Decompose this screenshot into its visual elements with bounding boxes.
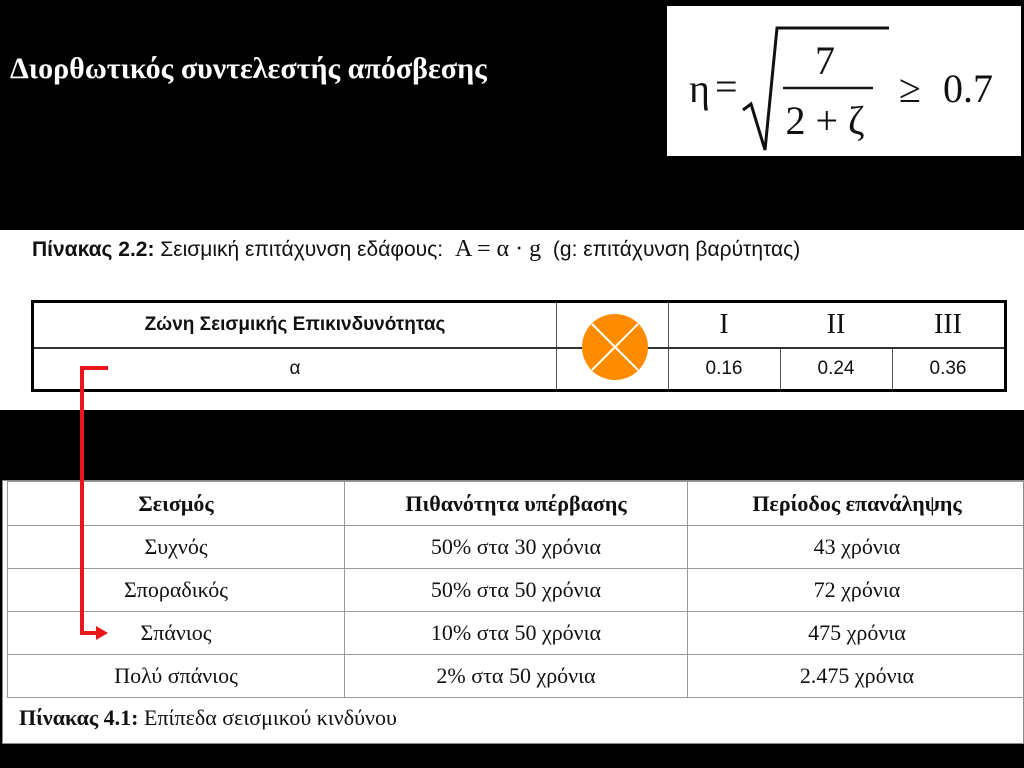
header-earthquake: Σεισμός xyxy=(8,482,345,526)
alpha-zone-ii: 0.24 xyxy=(817,358,855,379)
caption-text: Επίπεδα σεισμικού κινδύνου xyxy=(144,705,397,730)
formula-bound: 0.7 xyxy=(943,66,993,111)
orange-circle-marker xyxy=(581,313,649,381)
table-row xyxy=(8,655,1024,698)
row-4-return-period: 2.475 χρόνια xyxy=(688,655,1024,698)
row-2-earthquake: Σποραδικός xyxy=(8,569,345,612)
alpha-zone-i: 0.16 xyxy=(705,358,743,379)
header-return-period: Περίοδος επανάληψης xyxy=(688,482,1024,526)
zone-header: Ζώνη Σεισμικής Επικινδυνότητας xyxy=(144,314,446,335)
caption-formula: A = α · g xyxy=(454,236,542,262)
caption-label: Πίνακας 4.1: xyxy=(19,705,139,730)
table-2-2-caption xyxy=(32,236,800,263)
table-row xyxy=(8,526,1024,569)
row-2-probability: 50% στα 50 χρόνια xyxy=(345,569,688,612)
row-1-return-period: 43 χρόνια xyxy=(688,526,1024,569)
caption-text: Σεισμική επιτάχυνση εδάφους: xyxy=(160,238,444,261)
formula-relation: ≥ xyxy=(899,66,921,111)
caption-note: (g: επιτάχυνση βαρύτητας) xyxy=(552,238,801,261)
table-4-1-panel xyxy=(2,480,1024,744)
formula-equals: = xyxy=(715,64,738,109)
row-3-probability: 10% στα 50 χρόνια xyxy=(345,612,688,655)
table-2-2-panel xyxy=(0,230,1024,410)
alpha-zone-iii: 0.36 xyxy=(929,358,967,379)
zone-ii: II xyxy=(826,309,846,340)
row-1-earthquake: Συχνός xyxy=(8,526,345,569)
table-row xyxy=(8,612,1024,655)
table-4-1-caption xyxy=(19,705,397,731)
caption-label: Πίνακας 2.2: xyxy=(32,238,155,261)
row-4-probability: 2% στα 50 χρόνια xyxy=(345,655,688,698)
formula-numerator: 7 xyxy=(815,38,835,83)
seismic-hazard-table xyxy=(7,481,1024,698)
formula-lhs: η xyxy=(689,66,710,111)
table-row xyxy=(8,569,1024,612)
formula-denominator: 2 + ζ xyxy=(785,98,865,143)
damping-correction-formula xyxy=(667,6,1021,156)
row-4-earthquake: Πολύ σπάνιος xyxy=(8,655,345,698)
slide-title: Διορθωτικός συντελεστής απόσβεσης xyxy=(10,52,487,85)
zone-i: I xyxy=(719,309,729,340)
seismic-zone-table xyxy=(31,300,1007,392)
row-1-probability: 50% στα 30 χρόνια xyxy=(345,526,688,569)
row-2-return-period: 72 χρόνια xyxy=(688,569,1024,612)
table-header-row xyxy=(8,482,1024,526)
row-3-return-period: 475 χρόνια xyxy=(688,612,1024,655)
row-3-earthquake: Σπάνιος xyxy=(8,612,345,655)
zone-iii: III xyxy=(934,309,962,340)
header-exceedance-probability: Πιθανότητα υπέρβασης xyxy=(345,482,688,526)
alpha-label: α xyxy=(289,358,301,379)
